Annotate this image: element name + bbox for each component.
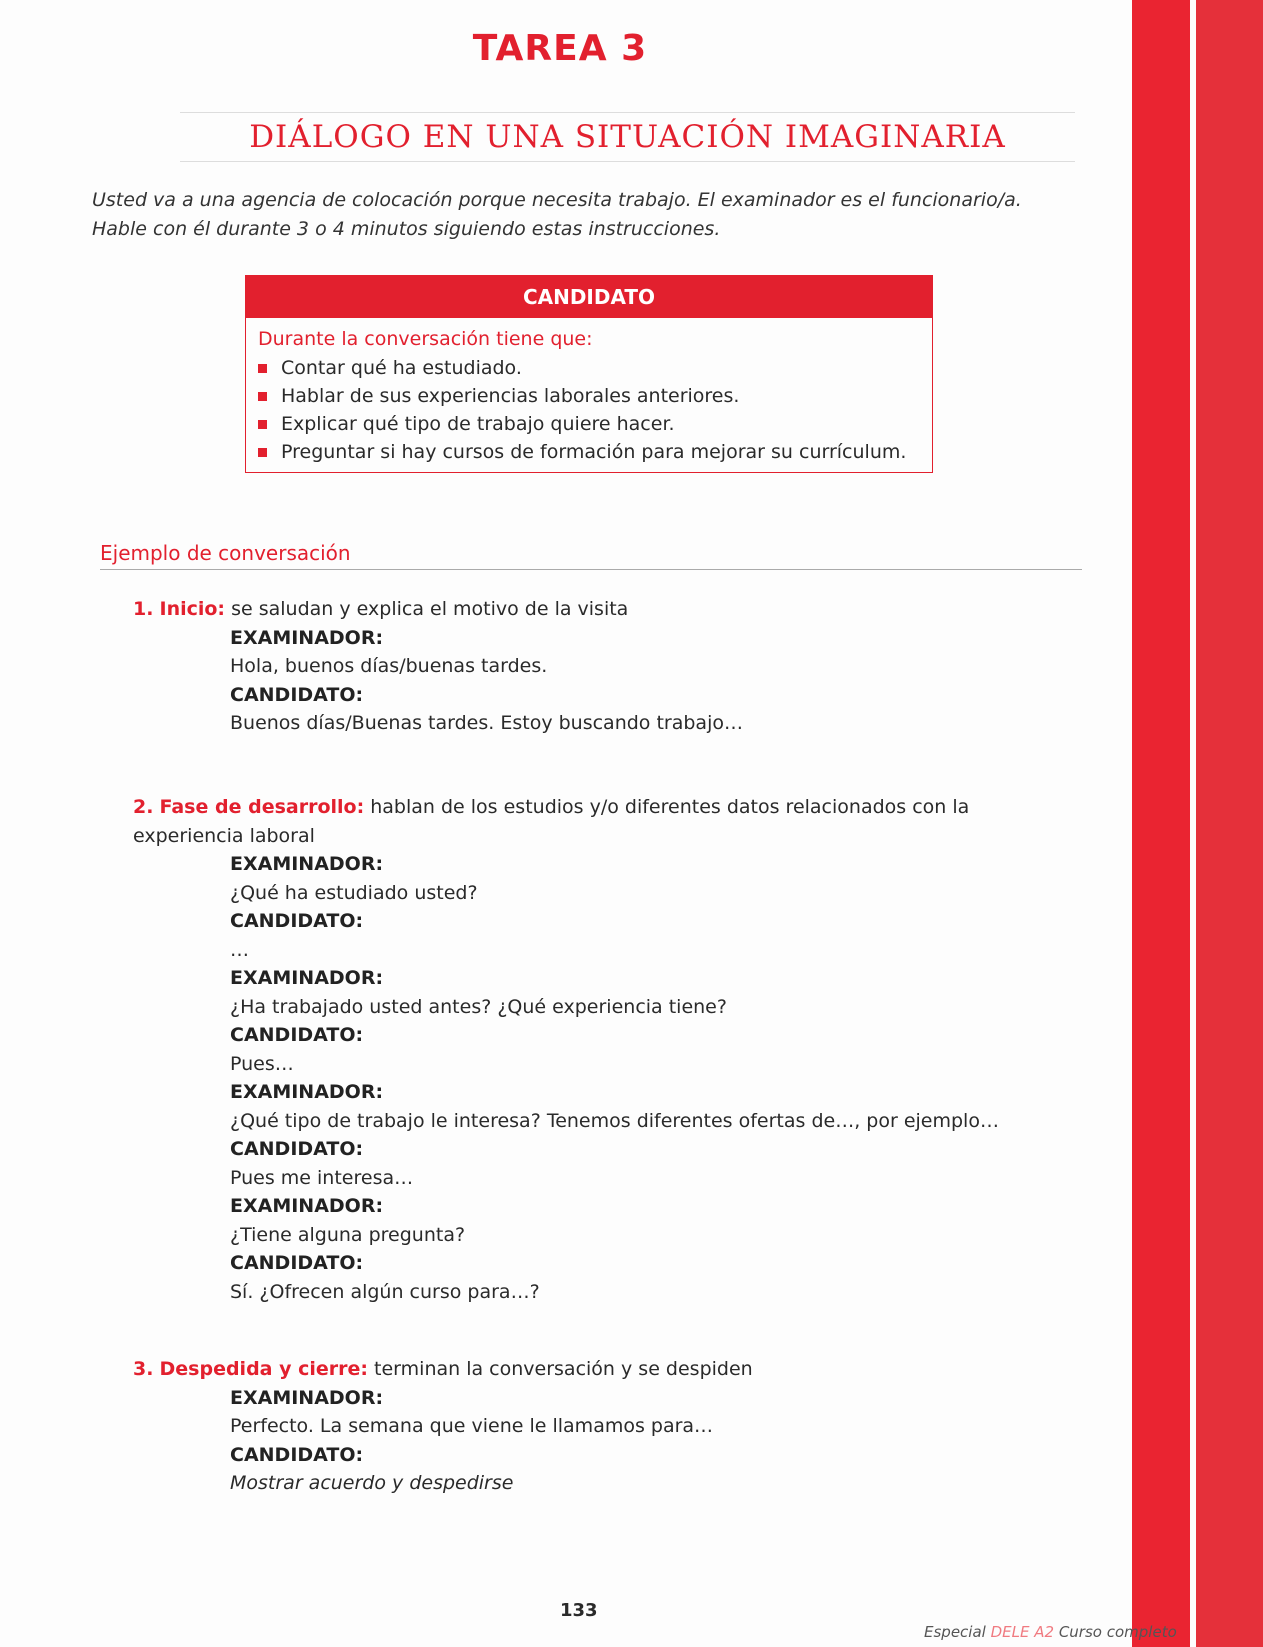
section-heading [133,793,1063,850]
task-item [258,382,920,410]
speaker-line: Pues… [230,1052,294,1075]
section-description: terminan la conversación y se despiden [374,1358,753,1380]
speaker-label: EXAMINADOR: [230,626,384,649]
section-label: Fase de desarrollo: [159,796,365,818]
footer-post: Curso completo [1058,1623,1177,1641]
bullet-square-icon [258,448,267,457]
section-inicio [133,595,1063,738]
speaker-label: EXAMINADOR: [230,967,384,989]
section-number: 1. [133,598,154,620]
speaker-line: Sí. ¿Ofrecen algún curso para…? [230,1280,540,1303]
task-item [258,410,920,438]
candidate-box [245,275,933,473]
section-number: 3. [133,1358,154,1380]
speaker-label: CANDIDATO: [230,910,364,932]
intro-text [92,186,1082,244]
intro-line: Usted va a una agencia de colocación porque necesita trabajo. El examinador es el funcionario/a. [92,189,1022,211]
speaker-label: CANDIDATO: [230,683,364,706]
footer [924,1623,1177,1641]
speaker-label: EXAMINADOR: [230,1195,384,1217]
speaker-line: ¿Tiene alguna pregunta? [230,1223,466,1246]
speaker-label: EXAMINADOR: [230,853,384,875]
red-edge-band-outer [1196,0,1263,1647]
speaker-line: ¿Qué ha estudiado usted? [230,881,478,904]
section-label: Despedida y cierre: [159,1358,368,1380]
page-number: 133 [560,1600,598,1621]
page-title: TAREA 3 [472,28,648,69]
speaker-line: … [230,938,249,961]
section-description: se saludan y explica el motivo de la visita [231,598,629,620]
speaker-line: Perfecto. La semana que viene le llamamos para… [230,1415,714,1437]
speaker-label: CANDIDATO: [230,1024,364,1046]
task-text: Contar qué ha estudiado. [281,357,522,379]
task-item [258,354,920,382]
candidate-box-header: CANDIDATO [246,276,932,318]
section-heading [133,595,1063,624]
speaker-label: CANDIDATO: [230,1443,364,1466]
section-despedida [133,1355,1063,1498]
section-desarrollo [133,793,1063,1306]
section-label: Inicio: [159,598,226,620]
footer-brand: DELE A2 [990,1623,1055,1641]
footer-pre: Especial [924,1623,986,1641]
speaker-label: CANDIDATO: [230,1252,364,1274]
task-item [258,438,920,466]
speaker-line: Hola, buenos días/buenas tardes. [230,655,548,677]
candidate-box-lead: Durante la conversación tiene que: [258,328,593,350]
speaker-line: Pues me interesa… [230,1166,414,1189]
section-description: hablan de los estudios y/o diferentes datos relacionados con la experiencia laboral [133,796,970,847]
speaker-line: Mostrar acuerdo y despedirse [230,1472,514,1494]
example-heading: Ejemplo de conversación [100,541,1082,570]
speaker-label: EXAMINADOR: [230,1386,384,1409]
section-heading [133,1355,1063,1384]
task-text: Explicar qué tipo de trabajo quiere hacer. [281,413,675,435]
speaker-line: Buenos días/Buenas tardes. Estoy buscando trabajo… [230,712,743,734]
subtitle: DIÁLOGO EN UNA SITUACIÓN IMAGINARIA [249,119,1006,155]
speaker-line: ¿Ha trabajado usted antes? ¿Qué experiencia tiene? [230,995,727,1018]
task-text: Preguntar si hay cursos de formación para mejorar su currículum. [281,441,907,463]
task-text: Hablar de sus experiencias laborales anteriores. [281,385,740,407]
intro-line: Hable con él durante 3 o 4 minutos siguiendo estas instrucciones. [92,218,721,240]
bullet-square-icon [258,392,267,401]
speaker-label: CANDIDATO: [230,1138,364,1160]
section-number: 2. [133,796,154,818]
bullet-square-icon [258,364,267,373]
bullet-square-icon [258,420,267,429]
subtitle-bar [180,112,1075,162]
speaker-label: EXAMINADOR: [230,1081,384,1103]
speaker-line: ¿Qué tipo de trabajo le interesa? Tenemos diferentes ofertas de…, por ejemplo… [230,1109,999,1132]
red-edge-band [1132,0,1190,1647]
